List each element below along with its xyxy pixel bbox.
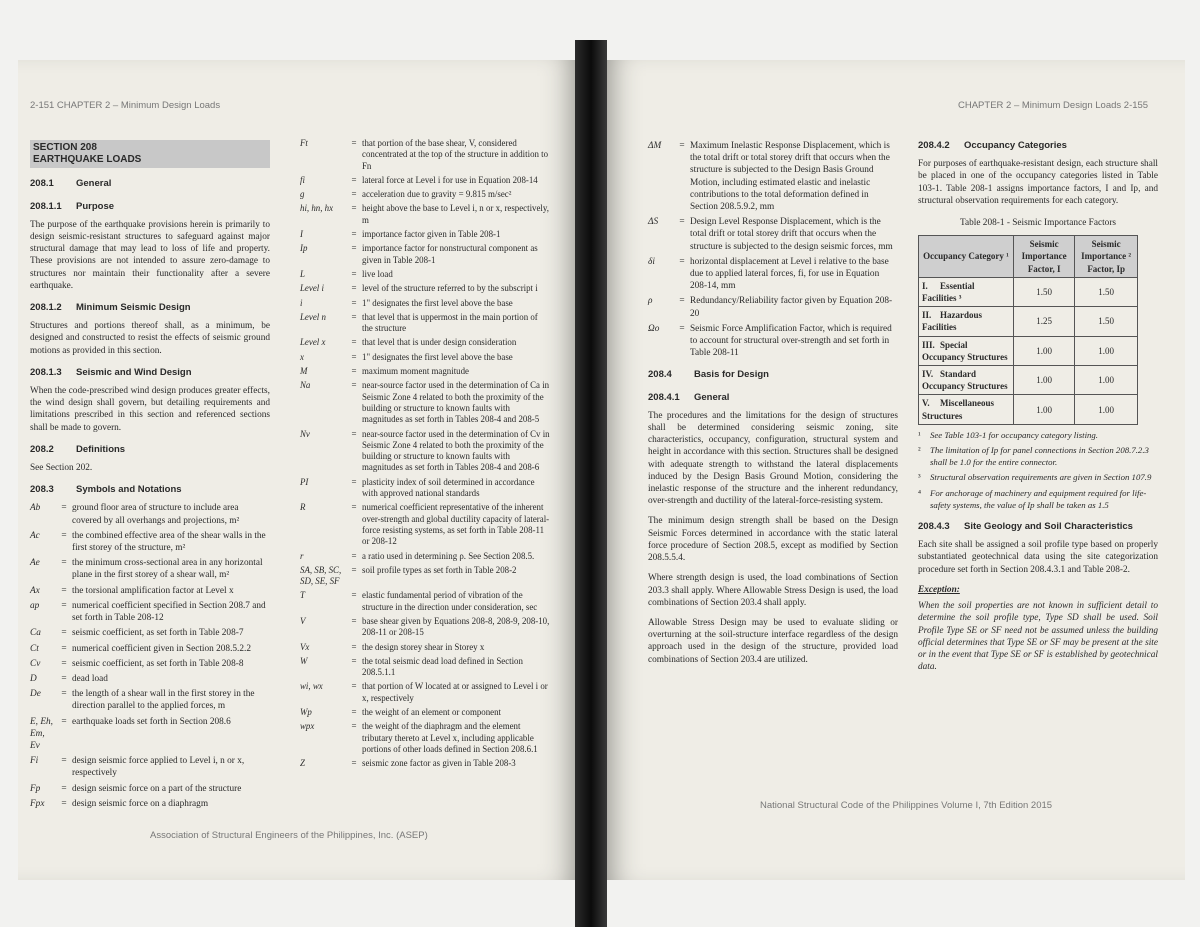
table-note bbox=[918, 487, 1158, 511]
category-cell bbox=[919, 336, 1014, 365]
equals-sign: = bbox=[61, 628, 67, 639]
equals-sign: = bbox=[351, 564, 357, 575]
symbol-name: Na bbox=[300, 380, 311, 391]
symbol-entry bbox=[300, 337, 550, 348]
symbol-definition: earthquake loads set forth in Section 208.6 bbox=[72, 716, 231, 727]
symbol-name: De bbox=[30, 689, 41, 700]
heading-208-1-2: 208.1.2 Minimum Seismic Design bbox=[30, 302, 191, 314]
symbol-name: ΔM bbox=[648, 141, 662, 151]
symbol-name: Level n bbox=[300, 311, 326, 322]
category-cell bbox=[919, 395, 1014, 424]
exception-text: When the soil properties are not known in sufficient detail to determine the soil profile type, Type SD shall be used. Soil Profile Type SE or SF need not be assumed unless the building official determines that Type SE or SF may be present at the site or in the event that Type SE or SF is established by geotechnical data. bbox=[918, 601, 1158, 673]
symbol-name: Ae bbox=[30, 558, 40, 569]
equals-sign: = bbox=[351, 138, 357, 148]
symbol-name: E, Eh, Em, Ev bbox=[30, 716, 53, 751]
symbol-name: Ab bbox=[30, 503, 41, 514]
right-footer: National Structural Code of the Philippines Volume I, 7th Edition 2015 bbox=[760, 800, 1053, 811]
equals-sign: = bbox=[61, 689, 67, 700]
basis-paragraph-1: The procedures and the limitations for the design of structures shall be determined considering seismic zoning, site characteristics, occupancy, configuration, structural system and height in accordance with this section. Structures shall be designed with adequate strength to withstand the lateral displacements induced by the Design Basis Ground Motion, considering the inelastic response of the structure and the inherent redundancy, over-strength and ductility of the lateral-force-resisting system. bbox=[648, 410, 898, 507]
importance-factor-ip-cell: 1.00 bbox=[1075, 395, 1138, 424]
symbol-entry bbox=[300, 175, 550, 186]
equals-sign: = bbox=[351, 203, 357, 214]
symbol-definition: level of the structure referred to by the subscript i bbox=[362, 283, 538, 294]
occupancy-text: For purposes of earthquake-resistant design, each structure shall be placed in one of the occupancy categories listed in Table 103-1. Table 208-1 assigns importance factors, I and Ip, and structural observation requirements for each category. bbox=[918, 159, 1158, 206]
table-header-ip: Seismic Importance ² Factor, Ip bbox=[1075, 236, 1138, 278]
symbol-definition: numerical coefficient specified in Section 208.7 and set forth in Table 208-12 bbox=[72, 600, 266, 624]
basis-paragraph-3: Where strength design is used, the load combinations of Section 203.3 shall apply. Where Allowable Stress Design is used, the load combinations of Section 203.4 shall apply. bbox=[648, 573, 898, 608]
right-column-1 bbox=[648, 140, 898, 674]
category-name: Hazardous Facilities bbox=[922, 310, 983, 333]
symbol-definition: the minimum cross-sectional area in any horizontal plane in the first storey of a shear wall, m² bbox=[72, 558, 263, 581]
symbol-definition: the torsional amplification factor at Level x bbox=[72, 585, 234, 596]
symbol-name: Ct bbox=[30, 643, 39, 654]
symbol-definition: live load bbox=[362, 268, 393, 279]
symbol-name: Level i bbox=[300, 283, 324, 294]
equals-sign: = bbox=[61, 716, 67, 727]
importance-factors-table bbox=[918, 235, 1138, 425]
note-text: See Table 103-1 for occupancy category listing. bbox=[930, 429, 1099, 440]
equals-sign: = bbox=[61, 658, 67, 669]
symbol-entry bbox=[300, 590, 550, 613]
symbol-definition: near-source factor used in the determination of Cv in Seismic Zone 4 related to both the proximity of the building or structure to known faults with magnitudes as set forth in Tables 208-4 and 208-6 bbox=[362, 428, 550, 473]
symbol-name: Ft bbox=[300, 138, 308, 148]
table-row bbox=[919, 395, 1138, 424]
symbol-entry bbox=[300, 565, 550, 588]
symbol-entry bbox=[300, 243, 550, 266]
symbol-name: Fi bbox=[30, 756, 39, 767]
importance-factor-ip-cell: 1.50 bbox=[1075, 307, 1138, 336]
symbol-definition: horizontal displacement at Level i relative to the base due to applied lateral forces, fi, for use in Equation 208-14, mm bbox=[690, 256, 889, 292]
heading-208-1-1: 208.1.1 Purpose bbox=[30, 200, 115, 212]
equals-sign: = bbox=[351, 707, 357, 718]
symbol-name: PI bbox=[300, 476, 309, 487]
symbol-entry bbox=[300, 656, 550, 679]
equals-sign: = bbox=[679, 323, 685, 334]
heading-208-4-1: 208.4.1 General bbox=[648, 391, 730, 403]
symbol-definition: maximum moment magnitude bbox=[362, 366, 469, 377]
symbol-definition: base shear given by Equations 208-8, 208-9, 208-10, 208-11 or 208-15 bbox=[362, 615, 550, 638]
symbol-definition: the weight of an element or component bbox=[362, 707, 501, 718]
symbol-name: Vx bbox=[300, 641, 310, 652]
note-marker: ³ bbox=[918, 472, 921, 483]
equals-sign: = bbox=[351, 351, 357, 362]
symbol-name: L bbox=[300, 268, 305, 279]
symbol-entry bbox=[300, 203, 550, 226]
symbol-definition: dead load bbox=[72, 673, 108, 684]
table-row bbox=[919, 336, 1138, 365]
symbol-entry bbox=[30, 716, 270, 753]
symbol-entry bbox=[648, 256, 898, 293]
symbol-name: D bbox=[30, 673, 37, 684]
table-notes bbox=[918, 429, 1158, 511]
importance-factor-ip-cell: 1.00 bbox=[1075, 336, 1138, 365]
category-number: III. bbox=[922, 339, 935, 350]
symbol-entry bbox=[300, 681, 550, 704]
heading-208-3: 208.3 Symbols and Notations bbox=[30, 484, 182, 496]
symbol-name: i bbox=[300, 297, 303, 308]
symbol-name: W bbox=[300, 655, 308, 666]
note-text: Structural observation requirements are given in Section 107.9 bbox=[930, 472, 1152, 483]
symbol-entry bbox=[30, 557, 270, 581]
note-marker: ² bbox=[918, 445, 921, 456]
heading-208-4-2: 208.4.2 Occupancy Categories bbox=[918, 140, 1067, 151]
symbol-name: Wp bbox=[300, 707, 312, 718]
right-running-header: CHAPTER 2 – Minimum Design Loads 2-155 bbox=[958, 100, 1149, 111]
symbol-entry bbox=[300, 721, 550, 755]
symbol-name: Ωo bbox=[648, 323, 660, 334]
heading-208-1-3: 208.1.3 Seismic and Wind Design bbox=[30, 366, 192, 378]
equals-sign: = bbox=[351, 366, 357, 377]
symbol-entry bbox=[300, 616, 550, 639]
symbol-definition: elastic fundamental period of vibration of the structure in the direction under consideration, sec bbox=[362, 590, 538, 612]
table-caption: Table 208-1 - Seismic Importance Factors bbox=[959, 218, 1117, 229]
symbol-definition: design seismic force on a part of the structure bbox=[72, 783, 242, 794]
symbol-entry bbox=[30, 643, 270, 655]
symbol-entry bbox=[30, 658, 270, 670]
equals-sign: = bbox=[351, 641, 357, 652]
symbol-entry bbox=[300, 138, 550, 172]
category-name: Standard Occupancy Structures bbox=[922, 369, 1008, 392]
importance-factor-ip-cell: 1.00 bbox=[1075, 366, 1138, 395]
category-cell bbox=[919, 366, 1014, 395]
symbol-entry bbox=[30, 627, 270, 639]
category-cell bbox=[919, 307, 1014, 336]
table-note bbox=[918, 429, 1158, 441]
importance-factor-ip-cell: 1.50 bbox=[1075, 277, 1138, 306]
symbol-name: ap bbox=[30, 600, 40, 611]
symbol-definition: lateral force at Level i for use in Equation 208-14 bbox=[362, 174, 538, 185]
symbol-entry bbox=[300, 758, 550, 769]
symbol-name: Fpx bbox=[30, 798, 45, 809]
equals-sign: = bbox=[351, 550, 357, 561]
symbols-list-1 bbox=[30, 502, 270, 809]
equals-sign: = bbox=[61, 798, 67, 809]
symbol-entry bbox=[30, 798, 270, 810]
symbol-definition: design seismic force applied to Level i, n or x, respectively bbox=[72, 756, 245, 779]
equals-sign: = bbox=[351, 268, 357, 279]
symbol-definition: the combined effective area of the shear walls in the first storey of the structure, m² bbox=[72, 530, 266, 554]
symbol-name: x bbox=[300, 351, 304, 362]
symbol-name: Ax bbox=[30, 585, 40, 596]
symbols-list-3 bbox=[648, 140, 898, 359]
table-note bbox=[918, 471, 1158, 483]
symbol-definition: acceleration due to gravity = 9.815 m/sec² bbox=[362, 189, 512, 200]
equals-sign: = bbox=[351, 590, 357, 601]
symbol-entry bbox=[300, 477, 550, 500]
symbol-entry bbox=[300, 298, 550, 309]
equals-sign: = bbox=[351, 243, 357, 254]
equals-sign: = bbox=[351, 615, 357, 626]
equals-sign: = bbox=[351, 297, 357, 308]
symbol-definition: that level that is uppermost in the main portion of the structure bbox=[362, 311, 538, 334]
purpose-text: The purpose of the earthquake provisions herein is primarily to design seismic-resistant structures to safeguard against major structural damage that may lead to loss of life and property. These provisions are not intended to assure zero-damage to structures nor maintain their functionality after a severe earthquake. bbox=[30, 219, 270, 291]
symbol-definition: numerical coefficient given in Section 208.5.2.2 bbox=[72, 643, 252, 654]
symbol-definition: a ratio used in determining ρ. See Section 208.5. bbox=[362, 550, 535, 561]
heading-208-4: 208.4 Basis for Design bbox=[648, 369, 769, 381]
importance-factor-cell: 1.50 bbox=[1014, 277, 1075, 306]
symbol-name: r bbox=[300, 550, 304, 561]
equals-sign: = bbox=[679, 296, 685, 307]
symbol-entry bbox=[300, 380, 550, 425]
symbol-name: Ip bbox=[300, 243, 308, 254]
symbol-entry bbox=[300, 642, 550, 653]
geology-text: Each site shall be assigned a soil profile type based on properly substantiated geotechnical data using the site categorization procedure set forth in Section 208.4.3.1 and Table 208-2. bbox=[918, 540, 1158, 575]
symbol-definition: soil profile types as set forth in Table 208-2 bbox=[362, 564, 517, 575]
symbol-name: SA, SB, SC, SD, SE, SF bbox=[300, 564, 342, 587]
exception-title: Exception: bbox=[918, 584, 960, 595]
symbol-definition: that level that is under design consideration bbox=[362, 337, 517, 348]
symbol-name: Cv bbox=[30, 658, 41, 669]
symbol-name: Z bbox=[300, 758, 305, 769]
left-column-1 bbox=[30, 140, 270, 813]
equals-sign: = bbox=[351, 476, 357, 487]
note-text: The limitation of Ip for panel connections in Section 208.7.2.3 shall be 1.0 for the entire connector. bbox=[930, 445, 1149, 468]
symbol-entry bbox=[300, 283, 550, 294]
symbol-definition: Design Level Response Displacement, which is the total drift or total storey drift that occurs when the structure is subjected to the design seismic forces, mm bbox=[690, 217, 893, 252]
importance-factor-cell: 1.25 bbox=[1014, 307, 1075, 336]
equals-sign: = bbox=[61, 600, 67, 611]
symbol-entry bbox=[300, 366, 550, 377]
equals-sign: = bbox=[61, 643, 67, 654]
equals-sign: = bbox=[351, 428, 357, 439]
symbol-entry bbox=[30, 688, 270, 712]
symbol-entry bbox=[30, 600, 270, 624]
basis-paragraph-2: The minimum design strength shall be based on the Design Seismic Forces determined in accordance with the static lateral force procedure of Section 208.5, except as modified by Section 208.5.5.4. bbox=[648, 516, 898, 564]
table-note bbox=[918, 444, 1158, 468]
equals-sign: = bbox=[61, 673, 67, 684]
symbol-definition: 1" designates the first level above the base bbox=[362, 351, 513, 362]
equals-sign: = bbox=[61, 756, 67, 767]
symbol-name: I bbox=[300, 229, 303, 240]
equals-sign: = bbox=[61, 530, 67, 541]
equals-sign: = bbox=[61, 783, 67, 794]
equals-sign: = bbox=[351, 655, 357, 666]
symbol-entry bbox=[300, 189, 550, 200]
symbol-definition: Maximum Inelastic Response Displacement, which is the total drift or total storey drift that occurs when the structure is subjected to the Design Basis Ground Motion, including estimated elastic and inelastic contributions to the total deformation defined in Section 208.5.9.2, mm bbox=[690, 141, 890, 213]
symbol-definition: seismic coefficient, as set forth in Table 208-8 bbox=[72, 658, 244, 669]
equals-sign: = bbox=[351, 311, 357, 322]
section-title: SECTION 208 EARTHQUAKE LOADS bbox=[30, 140, 270, 168]
equals-sign: = bbox=[679, 217, 685, 228]
symbol-name: ΔS bbox=[648, 217, 659, 228]
equals-sign: = bbox=[351, 174, 357, 185]
definitions-text: See Section 202. bbox=[30, 463, 93, 474]
equals-sign: = bbox=[351, 229, 357, 240]
category-name: Essential Facilities ³ bbox=[922, 280, 975, 304]
symbol-entry bbox=[300, 429, 550, 474]
symbol-name: Nv bbox=[300, 428, 310, 439]
symbol-definition: near-source factor used in the determination of Ca in Seismic Zone 4 related to both the proximity of the building or structure to known faults with magnitudes as set forth in Tables 208-4 and 208-5 bbox=[362, 380, 550, 425]
symbol-name: Ac bbox=[30, 530, 40, 541]
symbol-definition: height above the base to Level i, n or x, respectively, m bbox=[362, 203, 549, 225]
symbol-entry bbox=[648, 295, 898, 319]
symbol-definition: Redundancy/Reliability factor given by Equation 208-20 bbox=[690, 296, 893, 319]
wind-design-text: When the code-prescribed wind design produces greater effects, the wind design shall govern, but detailing requirements and limitations prescribed in this section and referenced sections shall be made to govern. bbox=[30, 386, 270, 433]
equals-sign: = bbox=[61, 558, 67, 569]
symbol-name: Fp bbox=[30, 783, 41, 794]
equals-sign: = bbox=[679, 141, 685, 151]
symbol-entry bbox=[300, 707, 550, 718]
equals-sign: = bbox=[351, 380, 357, 391]
symbol-definition: the total seismic dead load defined in Section 208.5.1.1 bbox=[362, 655, 523, 678]
symbol-definition: numerical coefficient representative of the inherent over-strength and global ductility capacity of lateral-force resisting systems, as set forth in Table 208-11 or 208-12 bbox=[362, 502, 550, 547]
symbol-name: R bbox=[300, 502, 306, 513]
symbol-definition: seismic zone factor as given in Table 208-3 bbox=[362, 758, 516, 769]
symbol-name: T bbox=[300, 590, 305, 601]
symbol-definition: ground floor area of structure to include area covered by all overhangs and projections, m² bbox=[72, 503, 240, 526]
equals-sign: = bbox=[61, 503, 67, 514]
equals-sign: = bbox=[351, 337, 357, 348]
symbol-entry bbox=[30, 585, 270, 597]
note-marker: ⁴ bbox=[918, 487, 922, 498]
symbol-entry bbox=[300, 352, 550, 363]
symbol-entry bbox=[30, 502, 270, 526]
table-row bbox=[919, 277, 1138, 306]
symbol-entry bbox=[300, 502, 550, 547]
symbol-definition: plasticity index of soil determined in accordance with approved national standards bbox=[362, 476, 535, 499]
basis-paragraph-4: Allowable Stress Design may be used to evaluate sliding or overturning at the soil-structure interface regardless of the design approach used in the design of the structure, provided load combinations of Section 203.4 are utilized. bbox=[648, 617, 898, 665]
equals-sign: = bbox=[351, 189, 357, 200]
symbol-definition: Seismic Force Amplification Factor, which is required to account for structural over-strength and set forth in Table 208-11 bbox=[690, 323, 892, 359]
category-number: II. bbox=[922, 310, 932, 321]
book-spine bbox=[575, 40, 607, 927]
equals-sign: = bbox=[351, 283, 357, 294]
symbol-entry bbox=[300, 229, 550, 240]
symbol-entry bbox=[30, 530, 270, 554]
equals-sign: = bbox=[61, 585, 67, 596]
table-header-category: Occupancy Category ¹ bbox=[919, 236, 1014, 278]
heading-208-2: 208.2 Definitions bbox=[30, 443, 126, 455]
equals-sign: = bbox=[679, 256, 685, 267]
category-number: IV. bbox=[922, 369, 934, 380]
note-marker: ¹ bbox=[918, 429, 921, 440]
minimum-design-text: Structures and portions thereof shall, as a minimum, be designed and constructed to resist the effects of seismic ground motions as provided in this section. bbox=[30, 321, 270, 356]
symbol-name: M bbox=[300, 366, 308, 377]
symbol-entry bbox=[300, 312, 550, 335]
left-column-2 bbox=[300, 138, 550, 773]
equals-sign: = bbox=[351, 721, 357, 732]
symbol-name: Ca bbox=[30, 628, 41, 639]
left-running-header: 2-151 CHAPTER 2 – Minimum Design Loads bbox=[30, 100, 221, 111]
symbol-name: ρ bbox=[648, 296, 653, 307]
symbol-definition: 1" designates the first level above the base bbox=[362, 297, 513, 308]
category-name: Special Occupancy Structures bbox=[922, 339, 1008, 362]
equals-sign: = bbox=[351, 502, 357, 513]
category-name: Miscellaneous Structures bbox=[922, 398, 994, 421]
symbol-definition: that portion of W located at or assigned to Level i or x, respectively bbox=[362, 681, 548, 703]
category-cell bbox=[919, 277, 1014, 306]
symbol-entry bbox=[30, 673, 270, 685]
equals-sign: = bbox=[351, 758, 357, 769]
note-text: For anchorage of machinery and equipment required for life-safety systems, the value of Ip shall be taken as 1.5 bbox=[930, 487, 1147, 510]
symbol-entry bbox=[648, 323, 898, 360]
table-row bbox=[919, 366, 1138, 395]
symbol-name: g bbox=[300, 189, 305, 200]
category-number: I. bbox=[922, 280, 928, 291]
symbol-entry bbox=[300, 269, 550, 280]
importance-factor-cell: 1.00 bbox=[1014, 395, 1075, 424]
symbol-definition: that portion of the base shear, V, considered concentrated at the top of the structure in addition to Fn bbox=[362, 138, 549, 171]
symbol-name: fi bbox=[300, 174, 305, 185]
table-row bbox=[919, 307, 1138, 336]
left-footer: Association of Structural Engineers of the Philippines, Inc. (ASEP) bbox=[150, 830, 428, 841]
importance-factor-cell: 1.00 bbox=[1014, 336, 1075, 365]
table-header-i: Seismic Importance Factor, I bbox=[1014, 236, 1075, 278]
symbol-entry bbox=[300, 551, 550, 562]
symbol-name: wpx bbox=[300, 721, 315, 732]
symbols-list-2 bbox=[300, 138, 550, 770]
heading-208-1: 208.1 General bbox=[30, 178, 112, 190]
symbol-entry bbox=[648, 216, 898, 253]
symbol-definition: the weight of the diaphragm and the element tributary thereto at Level x, including applicable portions of other loads defined in Section 208.6.1 bbox=[362, 721, 538, 754]
symbol-entry bbox=[30, 755, 270, 779]
symbol-definition: the length of a shear wall in the first storey in the direction parallel to the applied forces, m bbox=[72, 689, 255, 712]
symbol-definition: importance factor for nonstructural component as given in Table 208-1 bbox=[362, 243, 538, 265]
right-column-2 bbox=[918, 140, 1158, 681]
symbol-definition: the design storey shear in Storey x bbox=[362, 641, 485, 652]
symbol-name: Level x bbox=[300, 337, 326, 348]
importance-factor-cell: 1.00 bbox=[1014, 366, 1075, 395]
heading-208-4-3: 208.4.3 Site Geology and Soil Characteristics bbox=[918, 521, 1133, 533]
symbol-name: hi, hn, hx bbox=[300, 203, 334, 214]
symbol-definition: seismic coefficient, as set forth in Table 208-7 bbox=[72, 628, 244, 639]
symbol-entry bbox=[30, 783, 270, 795]
symbol-name: δi bbox=[648, 256, 655, 267]
symbol-definition: importance factor given in Table 208-1 bbox=[362, 229, 501, 240]
symbol-definition: design seismic force on a diaphragm bbox=[72, 798, 209, 809]
symbol-name: V bbox=[300, 615, 306, 626]
symbol-name: wi, wx bbox=[300, 681, 323, 692]
symbol-entry bbox=[648, 140, 898, 213]
category-number: V. bbox=[922, 398, 930, 409]
equals-sign: = bbox=[351, 681, 357, 692]
